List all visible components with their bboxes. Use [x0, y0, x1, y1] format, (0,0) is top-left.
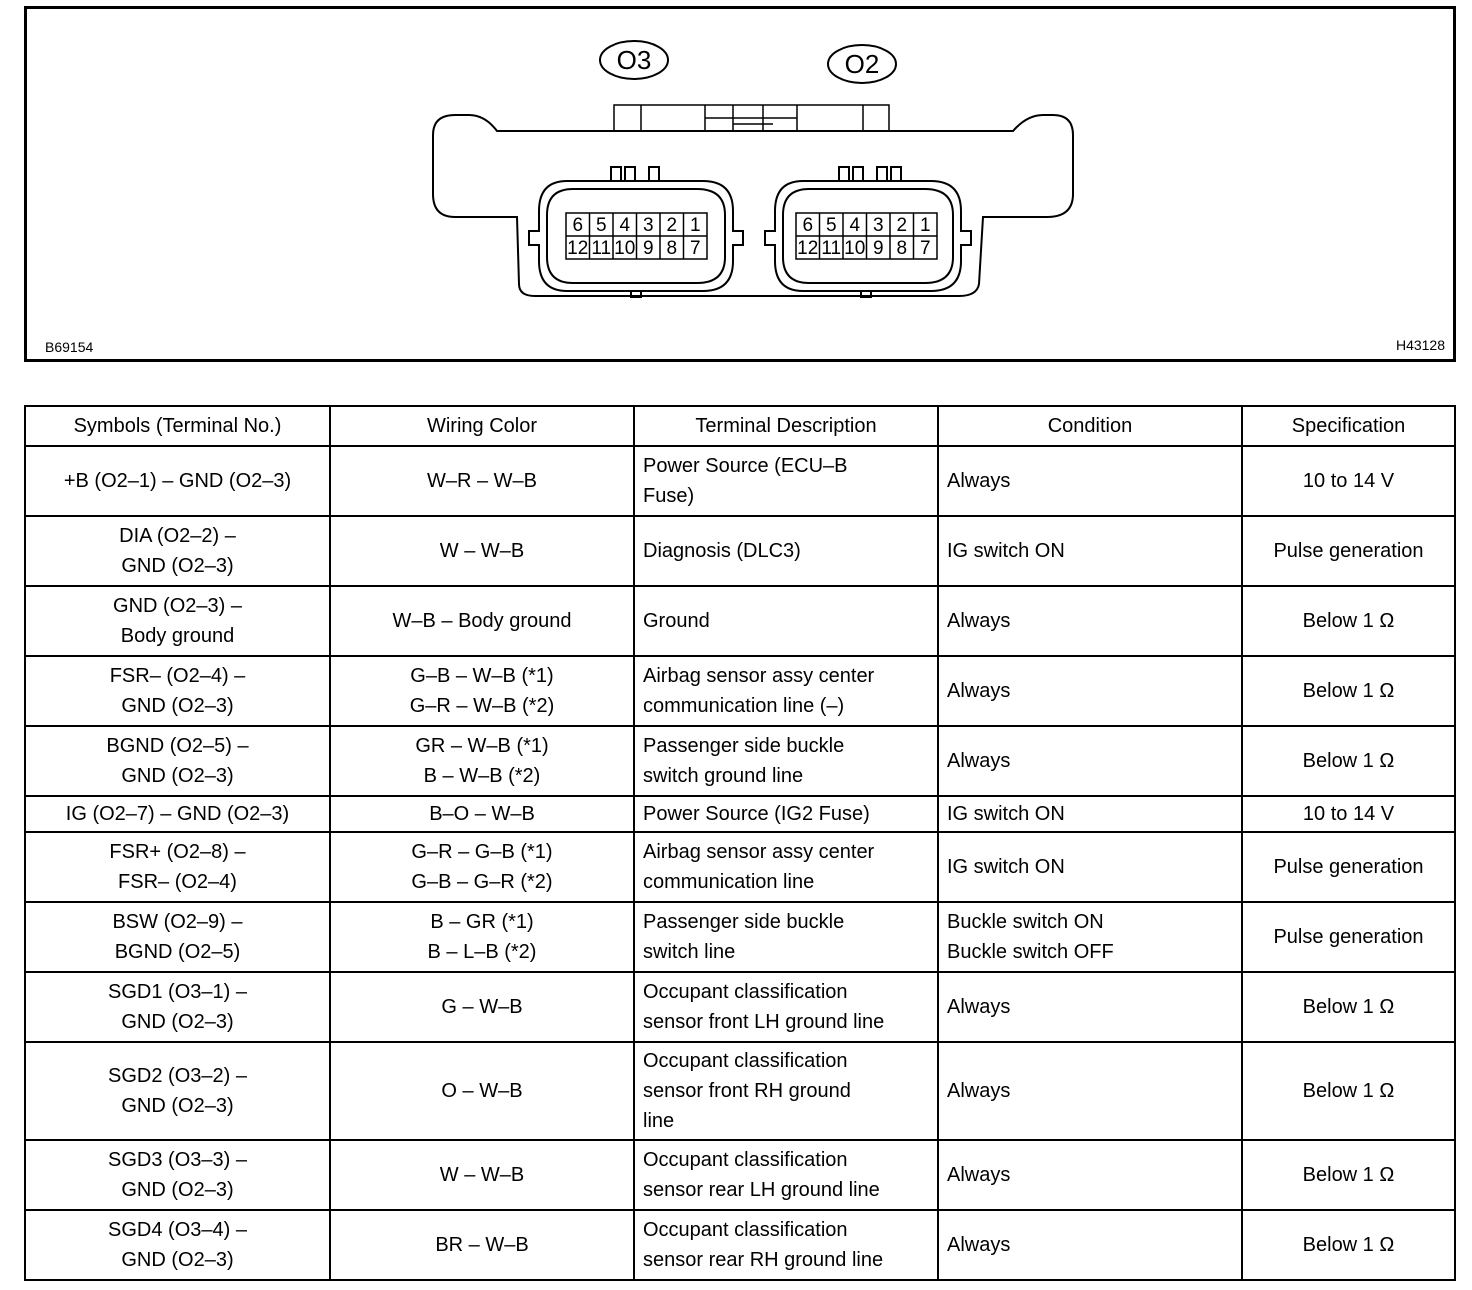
connector-drawing [27, 9, 1453, 359]
cell-specification [1242, 516, 1455, 586]
cell-text: O – W–B [441, 1080, 523, 1102]
cell-text: Always [947, 470, 1011, 492]
cell-symbol [25, 516, 330, 586]
cell-symbol [25, 902, 330, 972]
table-row [25, 586, 1455, 656]
pin-number: 10 [614, 238, 636, 259]
table-row [25, 972, 1455, 1042]
cell-text: sensor rear RH ground line [643, 1249, 884, 1271]
cell-specification [1242, 1210, 1455, 1280]
figure-code-right: H43128 [1395, 337, 1445, 353]
cell-text: 10 to 14 V [1302, 803, 1395, 825]
header-symbols: Symbols (Terminal No.) [25, 406, 330, 446]
table-body [25, 446, 1455, 1280]
cell-wiring-color [330, 796, 634, 832]
pin-number: 6 [802, 215, 814, 236]
cell-description [634, 1210, 938, 1280]
cell-text: 10 to 14 V [1302, 470, 1395, 492]
cell-condition [938, 446, 1242, 516]
cell-condition [938, 1210, 1242, 1280]
cell-text: GND (O2–3) [121, 555, 234, 577]
cell-description [634, 1140, 938, 1210]
pin-number: 3 [872, 215, 884, 236]
cell-text: Airbag sensor assy center [643, 841, 875, 863]
cell-text: Occupant classification [643, 1219, 848, 1241]
cell-symbol [25, 446, 330, 516]
cell-text: switch line [643, 941, 736, 963]
cell-description [634, 656, 938, 726]
cell-text: W – W–B [439, 1164, 525, 1186]
cell-text: DIA (O2–2) – [119, 525, 236, 547]
cell-text: GND (O2–3) [121, 1011, 234, 1033]
pin-number: 9 [642, 238, 654, 259]
cell-description [634, 446, 938, 516]
cell-text: G–B – G–R (*2) [411, 871, 553, 893]
pin-number: 5 [825, 215, 837, 236]
connector-o2 [765, 167, 971, 297]
table-row [25, 902, 1455, 972]
cell-text: FSR+ (O2–8) – [109, 841, 246, 863]
cell-specification [1242, 832, 1455, 902]
cell-wiring-color [330, 516, 634, 586]
cell-text: Always [947, 996, 1011, 1018]
table-row [25, 446, 1455, 516]
cell-text: BSW (O2–9) – [112, 911, 243, 933]
cell-wiring-color [330, 726, 634, 796]
cell-text: IG (O2–7) – GND (O2–3) [65, 803, 290, 825]
pin-number: 9 [872, 238, 884, 259]
cell-wiring-color [330, 972, 634, 1042]
cell-symbol [25, 832, 330, 902]
cell-text: GND (O2–3) [121, 1249, 234, 1271]
table-row [25, 1210, 1455, 1280]
table-row [25, 1140, 1455, 1210]
cell-specification [1242, 796, 1455, 832]
cell-description [634, 972, 938, 1042]
cell-text: Pulse generation [1273, 856, 1424, 878]
table-row [25, 832, 1455, 902]
cell-text: Body ground [120, 625, 235, 647]
cell-symbol [25, 726, 330, 796]
cell-text: GR – W–B (*1) [415, 735, 549, 757]
cell-specification [1242, 656, 1455, 726]
table-row [25, 1042, 1455, 1140]
cell-text: switch ground line [643, 765, 804, 787]
cell-text: Diagnosis (DLC3) [643, 540, 801, 562]
cell-symbol [25, 586, 330, 656]
cell-text: Airbag sensor assy center [643, 665, 875, 687]
header-condition: Condition [938, 406, 1242, 446]
cell-condition [938, 1140, 1242, 1210]
cell-text: Always [947, 610, 1011, 632]
pin-number: 10 [844, 238, 866, 259]
pin-number: 2 [896, 215, 908, 236]
table-row [25, 516, 1455, 586]
cell-text: W–R – W–B [426, 470, 538, 492]
cell-text: IG switch ON [947, 803, 1065, 825]
cell-text: Buckle switch OFF [947, 941, 1114, 963]
cell-text: BGND (O2–5) – [106, 735, 249, 757]
cell-text: Below 1 Ω [1302, 750, 1395, 772]
cell-text: Occupant classification [643, 1149, 848, 1171]
pin-number: 12 [797, 238, 819, 259]
cell-condition [938, 972, 1242, 1042]
cell-description [634, 726, 938, 796]
pin-number: 12 [567, 238, 589, 259]
pin-number: 1 [919, 215, 931, 236]
cell-wiring-color [330, 902, 634, 972]
cell-condition [938, 656, 1242, 726]
cell-text: Power Source (IG2 Fuse) [643, 803, 870, 825]
cell-text: communication line (–) [643, 695, 845, 717]
cell-wiring-color [330, 1210, 634, 1280]
cell-text: SGD1 (O3–1) – [108, 981, 247, 1003]
figure-code-left: B69154 [45, 339, 94, 355]
cell-specification [1242, 446, 1455, 516]
cell-description [634, 586, 938, 656]
cell-condition [938, 832, 1242, 902]
cell-text: Power Source (ECU–B [643, 455, 848, 477]
cell-condition [938, 726, 1242, 796]
cell-symbol [25, 1042, 330, 1140]
cell-symbol [25, 796, 330, 832]
cell-text: line [643, 1110, 675, 1132]
cell-specification [1242, 972, 1455, 1042]
cell-text: BR – W–B [435, 1234, 529, 1256]
cell-text: Below 1 Ω [1302, 996, 1395, 1018]
cell-text: G–R – G–B (*1) [411, 841, 553, 863]
cell-text: Pulse generation [1273, 540, 1424, 562]
cell-description [634, 1042, 938, 1140]
cell-specification [1242, 1042, 1455, 1140]
cell-text: SGD4 (O3–4) – [108, 1219, 247, 1241]
pin-number: 5 [595, 215, 607, 236]
cell-text: Always [947, 1080, 1011, 1102]
cell-condition [938, 1042, 1242, 1140]
cell-condition [938, 586, 1242, 656]
cell-text: Pulse generation [1273, 926, 1424, 948]
cell-text: G – W–B [441, 996, 523, 1018]
pin-grid [796, 213, 937, 259]
cell-text: Fuse) [643, 485, 695, 507]
cell-text: communication line [643, 871, 815, 893]
cell-condition [938, 902, 1242, 972]
table-row [25, 726, 1455, 796]
cell-wiring-color [330, 446, 634, 516]
connector-o3 [529, 167, 743, 297]
pin-number: 6 [572, 215, 584, 236]
cell-symbol [25, 972, 330, 1042]
cell-symbol [25, 1210, 330, 1280]
cell-text: B–O – W–B [429, 803, 535, 825]
pin-number: 7 [919, 238, 931, 259]
cell-wiring-color [330, 656, 634, 726]
header-specification: Specification [1242, 406, 1455, 446]
cell-text: Always [947, 1164, 1011, 1186]
cell-text: Occupant classification [643, 1050, 848, 1072]
cell-text: Always [947, 750, 1011, 772]
cell-text: G–B – W–B (*1) [410, 665, 554, 687]
cell-text: GND (O2–3) [121, 1095, 234, 1117]
cell-text: Ground [643, 610, 710, 632]
pin-number: 8 [896, 238, 908, 259]
cell-text: FSR– (O2–4) [118, 871, 237, 893]
cell-text: Below 1 Ω [1302, 1080, 1395, 1102]
cell-wiring-color [330, 1140, 634, 1210]
cell-specification [1242, 902, 1455, 972]
cell-specification [1242, 726, 1455, 796]
pin-grid [566, 213, 707, 259]
terminal-spec-table [24, 405, 1456, 1281]
cell-symbol [25, 656, 330, 726]
pin-number: 2 [666, 215, 678, 236]
connector-diagram [24, 6, 1456, 362]
cell-description [634, 902, 938, 972]
cell-wiring-color [330, 586, 634, 656]
cell-symbol [25, 1140, 330, 1210]
cell-text: FSR– (O2–4) – [109, 665, 246, 687]
table-row [25, 796, 1455, 832]
pin-number: 3 [642, 215, 654, 236]
cell-text: B – W–B (*2) [423, 765, 541, 787]
cell-text: Always [947, 680, 1011, 702]
cell-text: GND (O2–3) [121, 695, 234, 717]
pin-number: 4 [849, 215, 861, 236]
cell-condition [938, 796, 1242, 832]
cell-text: Always [947, 1234, 1011, 1256]
cell-text: B – GR (*1) [430, 911, 534, 933]
cell-text: sensor front LH ground line [643, 1011, 885, 1033]
cell-text: B – L–B (*2) [427, 941, 537, 963]
cell-specification [1242, 586, 1455, 656]
cell-text: +B (O2–1) – GND (O2–3) [63, 470, 292, 492]
table-row [25, 656, 1455, 726]
cell-text: IG switch ON [947, 540, 1065, 562]
cell-specification [1242, 1140, 1455, 1210]
cell-wiring-color [330, 832, 634, 902]
cell-text: Below 1 Ω [1302, 680, 1395, 702]
ecu-housing [433, 115, 1073, 296]
cell-wiring-color [330, 1042, 634, 1140]
cell-text: IG switch ON [947, 856, 1065, 878]
cell-description [634, 832, 938, 902]
cell-text: sensor front RH ground [643, 1080, 851, 1102]
cell-text: GND (O2–3) – [113, 595, 242, 617]
pin-number: 1 [689, 215, 701, 236]
cell-text: Below 1 Ω [1302, 610, 1395, 632]
cell-description [634, 516, 938, 586]
table-header-row [25, 406, 1455, 446]
cell-text: Passenger side buckle [643, 735, 845, 757]
cell-text: sensor rear LH ground line [643, 1179, 880, 1201]
top-tabs [614, 105, 889, 131]
cell-text: Below 1 Ω [1302, 1234, 1395, 1256]
cell-text: SGD2 (O3–2) – [108, 1065, 247, 1087]
pin-number: 11 [821, 238, 842, 259]
cell-text: W – W–B [439, 540, 525, 562]
header-wiring-color: Wiring Color [330, 406, 634, 446]
cell-text: GND (O2–3) [121, 1179, 234, 1201]
label-o2: O2 [844, 49, 880, 79]
pin-number: 11 [591, 238, 612, 259]
cell-text: Occupant classification [643, 981, 848, 1003]
pin-number: 8 [666, 238, 678, 259]
cell-text: BGND (O2–5) [114, 941, 241, 963]
cell-description [634, 796, 938, 832]
header-terminal-description: Terminal Description [634, 406, 938, 446]
cell-text: GND (O2–3) [121, 765, 234, 787]
cell-text: G–R – W–B (*2) [409, 695, 555, 717]
pin-number: 7 [689, 238, 701, 259]
cell-condition [938, 516, 1242, 586]
cell-text: Passenger side buckle [643, 911, 845, 933]
label-o3: O3 [616, 45, 652, 75]
cell-text: SGD3 (O3–3) – [108, 1149, 247, 1171]
cell-text: Buckle switch ON [947, 911, 1104, 933]
pin-number: 4 [619, 215, 631, 236]
cell-text: Below 1 Ω [1302, 1164, 1395, 1186]
cell-text: W–B – Body ground [392, 610, 572, 632]
